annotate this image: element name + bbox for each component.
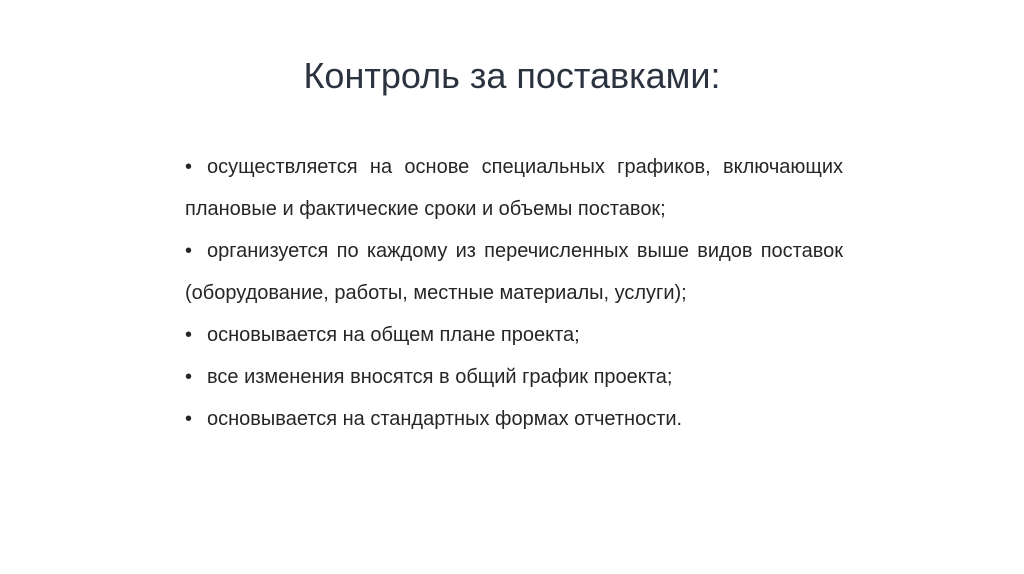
bullet-text: основывается на стандартных формах отчетности. bbox=[207, 408, 683, 430]
bullet-icon: • bbox=[185, 324, 193, 346]
bullet-item-1 bbox=[185, 146, 843, 230]
slide-title: Контроль за поставками: bbox=[303, 55, 721, 96]
bullet-icon: • bbox=[185, 366, 193, 388]
bullet-text: осуществляется на основе специальных графиков, включающих плановые и фактические сроки и объемы поставок; bbox=[185, 156, 843, 220]
bullet-icon: • bbox=[185, 408, 193, 430]
bullet-icon: • bbox=[185, 156, 193, 178]
bullet-icon: • bbox=[185, 240, 193, 262]
bullet-text: организуется по каждому из перечисленных выше видов поставок (оборудование, работы, местные материалы, услуги); bbox=[185, 240, 843, 304]
bullet-text: все изменения вносятся в общий график проекта; bbox=[207, 366, 673, 388]
bullet-list bbox=[185, 146, 843, 440]
bullet-text: основывается на общем плане проекта; bbox=[207, 324, 580, 346]
bullet-item-5 bbox=[185, 398, 843, 440]
bullet-item-2 bbox=[185, 230, 843, 314]
bullet-item-4 bbox=[185, 356, 843, 398]
bullet-item-3 bbox=[185, 314, 843, 356]
